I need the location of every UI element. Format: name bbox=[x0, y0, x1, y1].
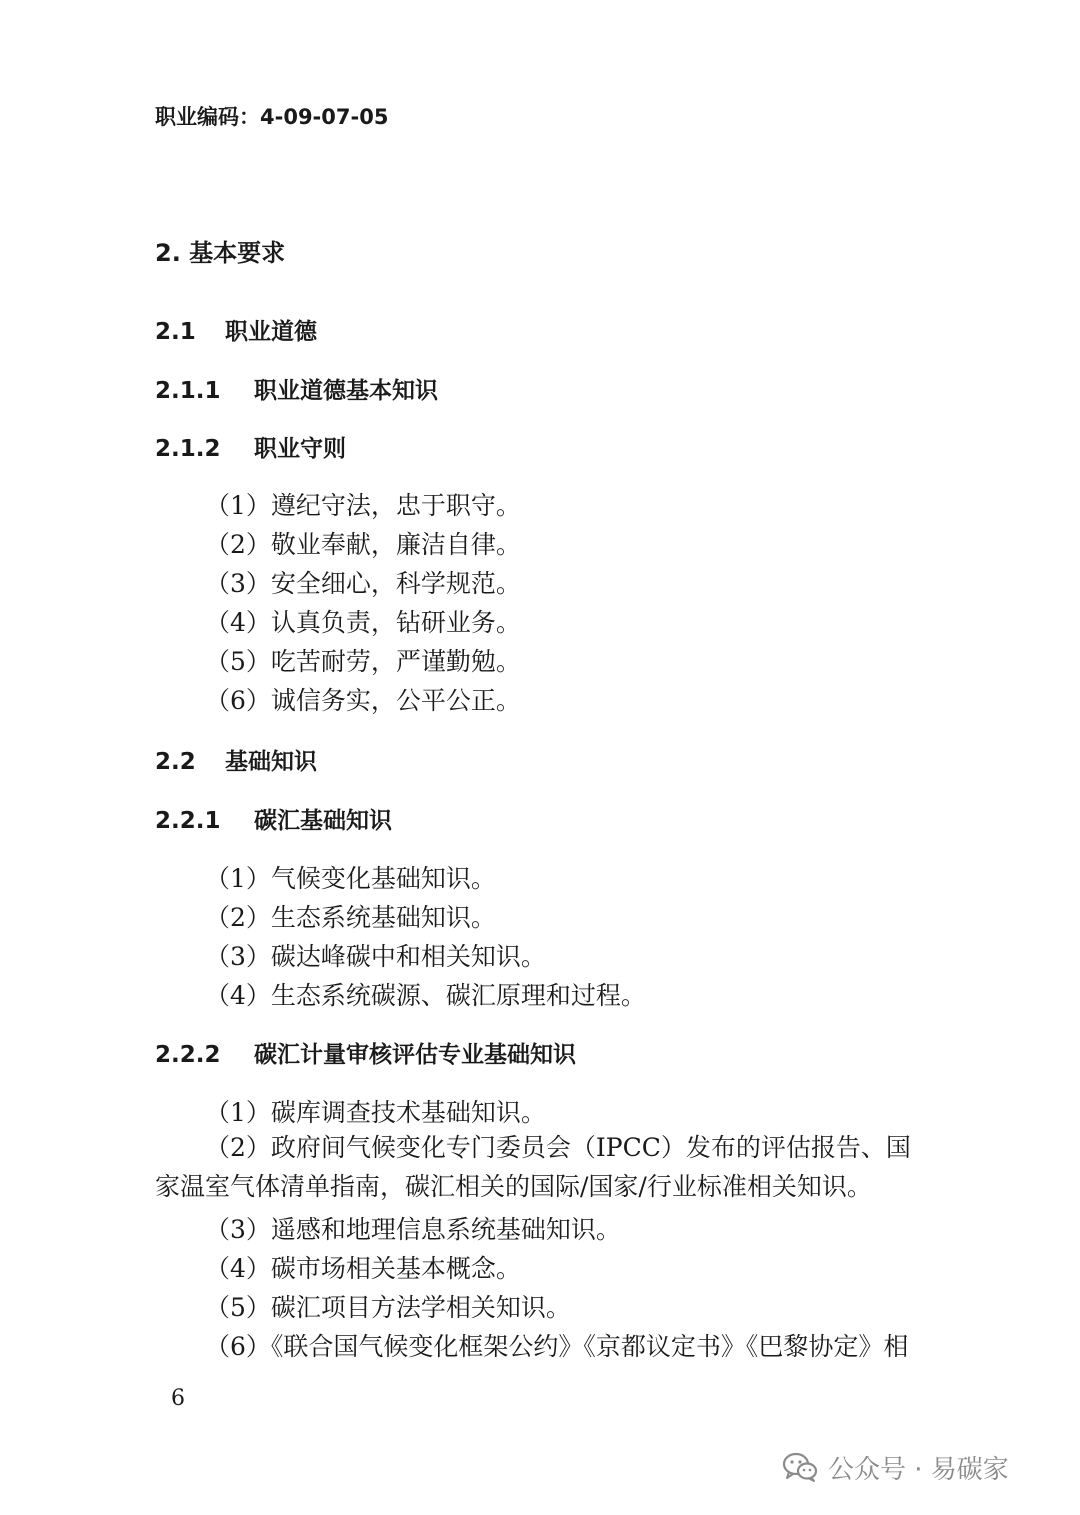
list-item: （2）生态系统基础知识。 bbox=[205, 903, 496, 932]
section-heading-2-2-2 bbox=[155, 1036, 576, 1069]
section-heading-2-1-2 bbox=[155, 430, 346, 463]
section-heading-2-2 bbox=[155, 743, 317, 776]
watermark-text: 公众号 · 易碳家 bbox=[828, 1454, 1009, 1485]
section-number: 2.1.2 bbox=[155, 436, 221, 462]
list-item: （4）生态系统碳源、碳汇原理和过程。 bbox=[205, 981, 646, 1010]
section-title: 碳汇基础知识 bbox=[254, 808, 392, 834]
page-number: 6 bbox=[171, 1386, 185, 1411]
list-item: （2）敬业奉献，廉洁自律。 bbox=[205, 530, 521, 559]
section-heading-2-2-1 bbox=[155, 802, 392, 835]
list-item: （1）气候变化基础知识。 bbox=[205, 864, 496, 893]
section-number: 2.2.2 bbox=[155, 1042, 221, 1068]
watermark bbox=[782, 1450, 1009, 1484]
section-heading-2-1 bbox=[155, 313, 317, 346]
list-item: （4）碳市场相关基本概念。 bbox=[205, 1254, 521, 1283]
occupation-code: 职业编码：4-09-07-05 bbox=[155, 105, 389, 129]
list-item: （3）遥感和地理信息系统基础知识。 bbox=[205, 1215, 621, 1244]
section-number: 2.2 bbox=[155, 749, 196, 775]
list-item: （5）吃苦耐劳，严谨勤勉。 bbox=[205, 647, 521, 676]
section-title: 职业守则 bbox=[254, 436, 346, 462]
section-title: 碳汇计量审核评估专业基础知识 bbox=[254, 1042, 576, 1068]
list-item: （5）碳汇项目方法学相关知识。 bbox=[205, 1293, 571, 1322]
section-heading-2: 2. 基本要求 bbox=[155, 239, 286, 267]
list-item: （3）碳达峰碳中和相关知识。 bbox=[205, 942, 546, 971]
list-item: （4）认真负责，钻研业务。 bbox=[205, 608, 521, 637]
list-item: （2）政府间气候变化专门委员会（IPCC）发布的评估报告、国家温室气体清单指南，碳汇相关的国际/国家/行业标准相关知识。 bbox=[155, 1133, 911, 1201]
list-item: （1）碳库调查技术基础知识。 bbox=[205, 1098, 546, 1127]
section-number: 2.2.1 bbox=[155, 808, 221, 834]
section-heading-2-1-1 bbox=[155, 372, 438, 405]
list-item: （3）安全细心，科学规范。 bbox=[205, 569, 521, 598]
section-number: 2.1 bbox=[155, 319, 196, 345]
wechat-icon bbox=[782, 1452, 818, 1482]
section-title: 基础知识 bbox=[225, 749, 317, 775]
list-item: （6）诚信务实，公平公正。 bbox=[205, 686, 521, 715]
section-title: 职业道德 bbox=[225, 319, 317, 345]
list-item: （1）遵纪守法，忠于职守。 bbox=[205, 491, 521, 520]
section-number: 2.1.1 bbox=[155, 378, 221, 404]
section-title: 职业道德基本知识 bbox=[254, 378, 438, 404]
list-item: （6）《联合国气候变化框架公约》《京都议定书》《巴黎协定》相 bbox=[205, 1332, 909, 1361]
